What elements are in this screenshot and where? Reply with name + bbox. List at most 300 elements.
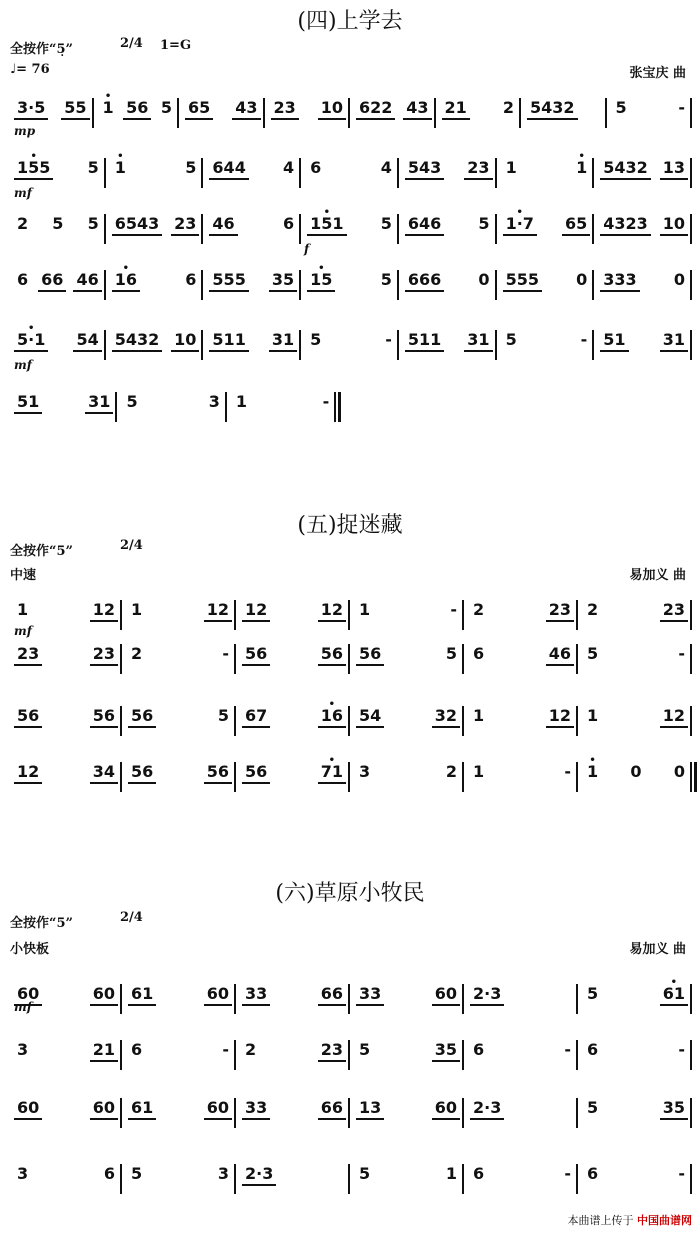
bar-line [462,600,464,630]
note-group: 35 [432,1040,460,1062]
measure [128,706,232,742]
note-group: 60 [432,984,460,1006]
note-group: 2 [502,98,514,117]
bar-line [104,158,106,188]
fingering-label: 全按作“5” [10,916,74,931]
bar-line [495,158,497,188]
bar-line [576,762,578,792]
note-group: 2 [445,762,457,781]
bar-line [690,270,692,300]
bar-line [348,644,350,674]
measure [307,330,395,366]
note-group: 6 [473,1040,485,1059]
measure [356,1098,460,1134]
bar-line [462,644,464,674]
measure [470,1098,574,1134]
measure [14,270,102,306]
note-group: 5 [52,214,64,233]
dynamic-mark: mf [14,358,32,372]
note-group: - [564,1164,571,1183]
bar-line [120,706,122,736]
note-group: 23 [171,214,199,236]
bar-line [348,1098,350,1128]
note-group: 1 [473,762,485,781]
note-group: 4 [380,158,392,177]
bar-line [576,706,578,736]
bar-line [495,330,497,360]
note-group: 10 [318,98,346,120]
bar-line [397,330,399,360]
note-group: 0 [478,270,490,289]
time-signature: 2/4 [120,36,143,51]
note-group: 1 [587,706,599,725]
note-group: - [678,1164,685,1183]
measure [233,392,332,428]
bar-line [348,1040,350,1070]
note-group: 6 [310,158,322,177]
note-group: 5 [445,644,457,663]
note-group: 35 [269,270,297,292]
note-group: • 1 [100,98,117,118]
measure [242,762,346,798]
bar-line [115,392,117,422]
measure [584,762,688,798]
bar-line [462,1098,464,1128]
bar-line [690,214,692,244]
bar-line [397,214,399,244]
bar-line [234,984,236,1014]
measure [14,214,102,250]
note-group: 555 [209,270,248,292]
bar-line [348,1164,350,1194]
bar-line [177,98,179,128]
bar-line [592,330,594,360]
measure [470,644,574,680]
measure [470,1040,574,1076]
bar-line [495,270,497,300]
note-group: 5 [615,98,627,117]
note-group: 56 [128,762,156,784]
note-group: 6 [131,1040,143,1059]
score-line [10,762,694,798]
note-group: 555 [503,270,542,292]
note-group: - [678,644,685,663]
note-group: 12 [14,762,42,784]
score-line [10,984,694,1020]
measure [356,98,432,134]
note-group: 1 [473,706,485,725]
measure [128,1164,232,1200]
composer-credit: 易加义 曲 [629,568,686,583]
bar-line [495,214,497,244]
note-group: 60 [90,1098,118,1120]
note-group: 60 [14,1098,42,1120]
note-group: 31 [269,330,297,352]
note-group: 60 [204,984,232,1006]
measure [14,392,113,428]
note-group: 5432 [600,158,651,180]
note-group: 33 [242,984,270,1006]
bar-line [462,706,464,736]
note-group: 46 [209,214,237,236]
bar-line [605,98,607,128]
note-group: 56 [356,644,384,666]
note-group: 6543 [112,214,163,236]
bar-line [690,1098,692,1128]
note-group: 23 [14,644,42,666]
bar-line [690,644,692,674]
note-group: 5 [160,98,172,117]
bar-line [592,270,594,300]
measure [356,984,460,1020]
bar-line [576,1040,578,1070]
bar-line [348,706,350,736]
note-group: 60 [90,984,118,1006]
score-line [10,270,694,306]
note-group: 3 [17,1040,29,1059]
note-group: 31 [464,330,492,352]
composer-credit: 易加义 曲 [629,942,686,957]
note-group: 21 [90,1040,118,1062]
measure [209,214,297,250]
bar-line [690,762,697,792]
bar-line [234,600,236,630]
bar-line [348,762,350,792]
note-group: 4 [282,158,295,177]
bar-line [334,392,341,422]
note-group: 56 [14,706,42,728]
note-group: 60 [14,984,42,1006]
note-group: 6 [587,1164,599,1183]
bar-line [120,1164,122,1194]
note-group: 10 [660,214,688,236]
bar-line [576,984,578,1014]
note-group: 5 [87,158,99,177]
dynamic-mark: mf [14,186,32,200]
measure [600,330,688,366]
bar-line [462,1164,464,1194]
note-group: 511 [209,330,248,352]
bar-line [104,330,106,360]
bar-line [234,1098,236,1128]
measure [128,1098,232,1134]
note-group: 55 [61,98,89,120]
bar-line [104,214,106,244]
note-group: 3·5 [14,98,48,120]
measure [307,214,395,250]
note-group: 5 [380,214,392,233]
bar-line [120,1098,122,1128]
tempo-marking: ♩= 76 [10,62,50,77]
note-group: 32 [432,706,460,728]
note-group: 43 [403,98,431,120]
key-signature: 1=G [160,38,192,53]
note-group: 6 [103,1164,115,1183]
bar-line [592,158,594,188]
note-group: - [322,392,330,411]
note-group: 2·3 [470,984,504,1006]
note-group: 23 [660,600,688,622]
note-group: 1 [235,392,248,411]
measure [405,330,493,366]
bar-line [120,600,122,630]
bar-line [434,98,436,128]
note-group: 5432 [112,330,163,352]
measure [584,1040,688,1076]
note-group: 35 [660,1098,688,1120]
measure [600,158,688,194]
note-group: 54 [356,706,384,728]
measure [242,984,346,1020]
measure [584,1164,688,1200]
bar-line [299,158,301,188]
note-group: 0 [630,762,642,781]
measure [209,330,297,366]
measure [128,600,232,636]
measure [123,392,222,428]
note-group: • 16 [112,270,140,292]
note-group: 12 [660,706,688,728]
bar-line [576,1098,578,1128]
measure [128,984,232,1020]
bar-line [690,600,692,630]
composer-credit: 张宝庆 曲 [629,66,686,81]
note-group: 3 [208,392,220,411]
measure [442,98,518,134]
note-group: 56 [128,706,156,728]
note-group: 1 [359,600,371,619]
measure [112,270,200,306]
note-group: 644 [209,158,248,180]
measure [307,158,395,194]
measure [185,98,261,134]
note-group: 65 [185,98,213,120]
note-group: 5 [359,1164,371,1183]
fingering-label: 全按作“5̣” [10,42,74,57]
bar-line [201,214,203,244]
measure [584,644,688,680]
bar-line [92,98,94,128]
measure [470,600,574,636]
note-group: 34 [90,762,118,784]
time-signature: 2/4 [120,538,143,553]
note-group: 5 [87,214,99,233]
note-group: 2·3 [470,1098,504,1120]
note-group: 23 [318,1040,346,1062]
note-group: 1 [131,600,143,619]
measure [600,214,688,250]
bar-line [234,762,236,792]
note-group: • 151 [307,214,346,236]
note-group: 12 [204,600,232,622]
score-line [10,158,694,194]
note-group: 1 [445,1164,457,1183]
measure [242,1164,346,1200]
score-line [10,392,694,428]
note-group: 56 [318,644,346,666]
note-group: 66 [318,1098,346,1120]
score-line [10,1098,694,1134]
note-group: 54 [73,330,101,352]
note-group: 56 [90,706,118,728]
note-group: - [678,1040,685,1059]
measure [470,706,574,742]
note-group: 6 [473,644,485,663]
note-group: 2·3 [242,1164,276,1186]
measure [405,270,493,306]
bar-line [576,600,578,630]
measure [242,706,346,742]
measure [600,270,688,306]
time-signature: 2/4 [120,910,143,925]
note-group: 6 [282,214,295,233]
bar-line [234,644,236,674]
note-group: - [222,1040,229,1059]
measure [527,98,603,134]
note-group: 12 [242,600,270,622]
note-group: 46 [546,644,574,666]
measure [14,1040,118,1076]
note-group: 56 [204,762,232,784]
score-line [10,214,694,250]
dynamic-mark: mp [14,124,36,138]
note-group: 2 [245,1040,257,1059]
note-group: - [678,98,685,117]
measure [503,330,591,366]
score-line [10,600,694,636]
note-group: 5 [359,1040,371,1059]
note-group: • 1·7 [503,214,537,236]
measure [470,762,574,798]
note-group: 60 [204,1098,232,1120]
note-group: 3 [17,1164,29,1183]
bar-line [299,330,301,360]
measure [242,600,346,636]
note-group: 31 [85,392,113,414]
bar-line [576,1164,578,1194]
note-group: - [222,644,229,663]
note-group: 0 [673,270,685,289]
measure [271,98,347,134]
bar-line [120,1040,122,1070]
measure [356,600,460,636]
note-group: - [450,600,457,619]
bar-line [690,158,692,188]
bar-line [234,706,236,736]
note-group: 10 [171,330,199,352]
note-group: 5 [587,1098,599,1117]
bar-line [462,1040,464,1070]
note-group: 3 [359,762,371,781]
note-group: 543 [405,158,444,180]
measure [503,270,591,306]
note-group: 0 [673,762,685,781]
measure [112,158,200,194]
note-group: 622 [356,98,395,120]
note-group: 6 [587,1040,599,1059]
measure [128,1040,232,1076]
note-group: 4323 [600,214,651,236]
bar-line [690,98,692,128]
measure [128,644,232,680]
note-group: 6 [17,270,29,289]
bar-line [592,214,594,244]
note-group: 5 [217,706,229,725]
measure [14,1098,118,1134]
note-group: - [564,762,571,781]
note-group: 666 [405,270,444,292]
note-group: 66 [318,984,346,1006]
bar-line [348,600,350,630]
score-line [10,706,694,742]
note-group: 2 [17,214,29,233]
bar-line [397,158,399,188]
measure [112,330,200,366]
measure [112,214,200,250]
note-group: 12 [546,706,574,728]
note-group: 5 [380,270,392,289]
bar-line [201,270,203,300]
note-group: 5432 [527,98,578,120]
note-group: 23 [271,98,299,120]
measure [584,706,688,742]
bar-line [201,330,203,360]
score-line [10,644,694,680]
note-group: 5 [478,214,490,233]
note-group: 5 [587,644,599,663]
bar-line [690,1040,692,1070]
measure [613,98,689,134]
measure [584,1098,688,1134]
measure [470,1164,574,1200]
bar-line [462,984,464,1014]
note-group: 33 [356,984,384,1006]
note-group: 6 [185,270,197,289]
note-group: 5 [587,984,599,1003]
note-group: - [564,1040,571,1059]
tempo-marking: 中速 [10,568,37,583]
dynamic-mark: f [304,242,310,256]
note-group: 511 [405,330,444,352]
note-group: • 16 [318,706,346,728]
note-group: 67 [242,706,270,728]
site-logo[interactable]: 中国曲谱网 [637,1214,692,1227]
dynamic-mark: mf [14,1000,32,1014]
bar-line [120,984,122,1014]
note-group: • 71 [318,762,346,784]
measure [356,762,460,798]
bar-line [120,762,122,792]
measure [209,158,297,194]
note-group: 65 [562,214,590,236]
bar-line [576,644,578,674]
note-group: 43 [232,98,260,120]
measure [356,1164,460,1200]
measure [242,644,346,680]
note-group: • 5·1 [14,330,48,352]
note-group: 3 [217,1164,229,1183]
note-group: 333 [600,270,639,292]
measure [14,762,118,798]
note-group: • 15 [307,270,335,292]
note-group: 66 [38,270,66,292]
piece-title: (六)草原小牧民 [275,881,425,906]
footer-upload-text: 本曲谱上传于 [567,1214,634,1227]
note-group: 23 [464,158,492,180]
note-group: 56 [242,644,270,666]
note-group: 61 [128,1098,156,1120]
note-group: 61 [128,984,156,1006]
